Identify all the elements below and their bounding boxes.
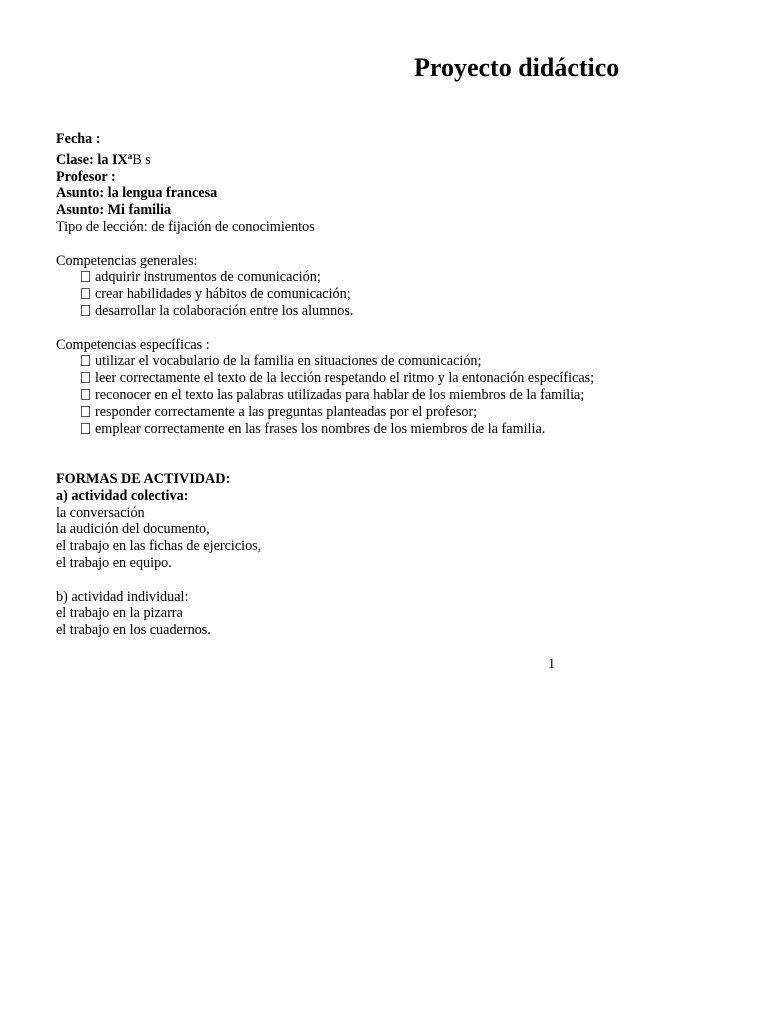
bullet-icon [81, 423, 90, 434]
actividad-colectiva-heading: a) actividad colectiva: [56, 487, 189, 504]
competencias-generales-heading: Competencias generales: [56, 252, 198, 269]
list-item-text: leer correctamente el texto de la lección respetando el ritmo y la entonación específicas; [95, 370, 595, 387]
list-item: el trabajo en los cuadernos. [56, 622, 211, 639]
list-item-text: responder correctamente a las preguntas planteadas por el profesor; [95, 403, 478, 420]
list-item [56, 387, 736, 404]
list-item [56, 269, 736, 286]
list-item-text: desarrollar la colaboración entre los alumnos. [95, 302, 354, 319]
list-item: el trabajo en equipo. [56, 554, 172, 571]
clase-suffix: B s [132, 151, 151, 168]
clase-line [56, 148, 736, 169]
document-title: Proyecto didáctico [414, 53, 620, 82]
list-item [56, 370, 736, 387]
clase-superscript: a [127, 150, 133, 161]
fecha-label: Fecha : [56, 131, 101, 147]
list-item-text: utilizar el vocabulario de la familia en situaciones de comunicación; [95, 353, 482, 370]
actividad-individual-heading: b) actividad individual: [56, 588, 189, 605]
list-item: el trabajo en la pizarra [56, 605, 183, 622]
list-item [56, 286, 736, 303]
bullet-icon [81, 406, 90, 417]
bullet-icon [81, 355, 90, 366]
list-item-text: adquirir instrumentos de comunicación; [95, 269, 321, 286]
list-item [56, 303, 736, 320]
tipo-leccion: Tipo de lección: de fijación de conocimientos [56, 218, 315, 235]
asunto-lengua: Asunto: la lengua francesa [56, 185, 218, 202]
bullet-icon [81, 288, 90, 299]
list-item: la conversación [56, 504, 145, 521]
list-item: la audición del documento, [56, 521, 210, 538]
asunto-familia: Asunto: Mi familia [56, 202, 172, 219]
list-item-text: crear habilidades y hábitos de comunicación; [95, 286, 351, 303]
page-number: 1 [548, 656, 556, 672]
competencias-especificas-heading: Competencias específicas : [56, 336, 210, 353]
clase-prefix: Clase: la IX [56, 151, 128, 168]
list-item [56, 353, 736, 370]
list-item: el trabajo en las fichas de ejercicios, [56, 538, 262, 555]
bullet-icon [81, 372, 90, 383]
formas-heading: FORMAS DE ACTIVIDAD: [56, 470, 231, 487]
list-item [56, 404, 736, 421]
profesor-label: Profesor : [56, 168, 116, 185]
list-item-text: emplear correctamente en las frases los nombres de los miembros de la familia. [95, 420, 546, 437]
bullet-icon [81, 271, 90, 282]
document-body [56, 131, 736, 639]
bullet-icon [81, 389, 90, 400]
list-item-text: reconocer en el texto las palabras utilizadas para hablar de los miembros de la familia; [95, 386, 585, 403]
bullet-icon [81, 305, 90, 316]
list-item [56, 421, 736, 438]
